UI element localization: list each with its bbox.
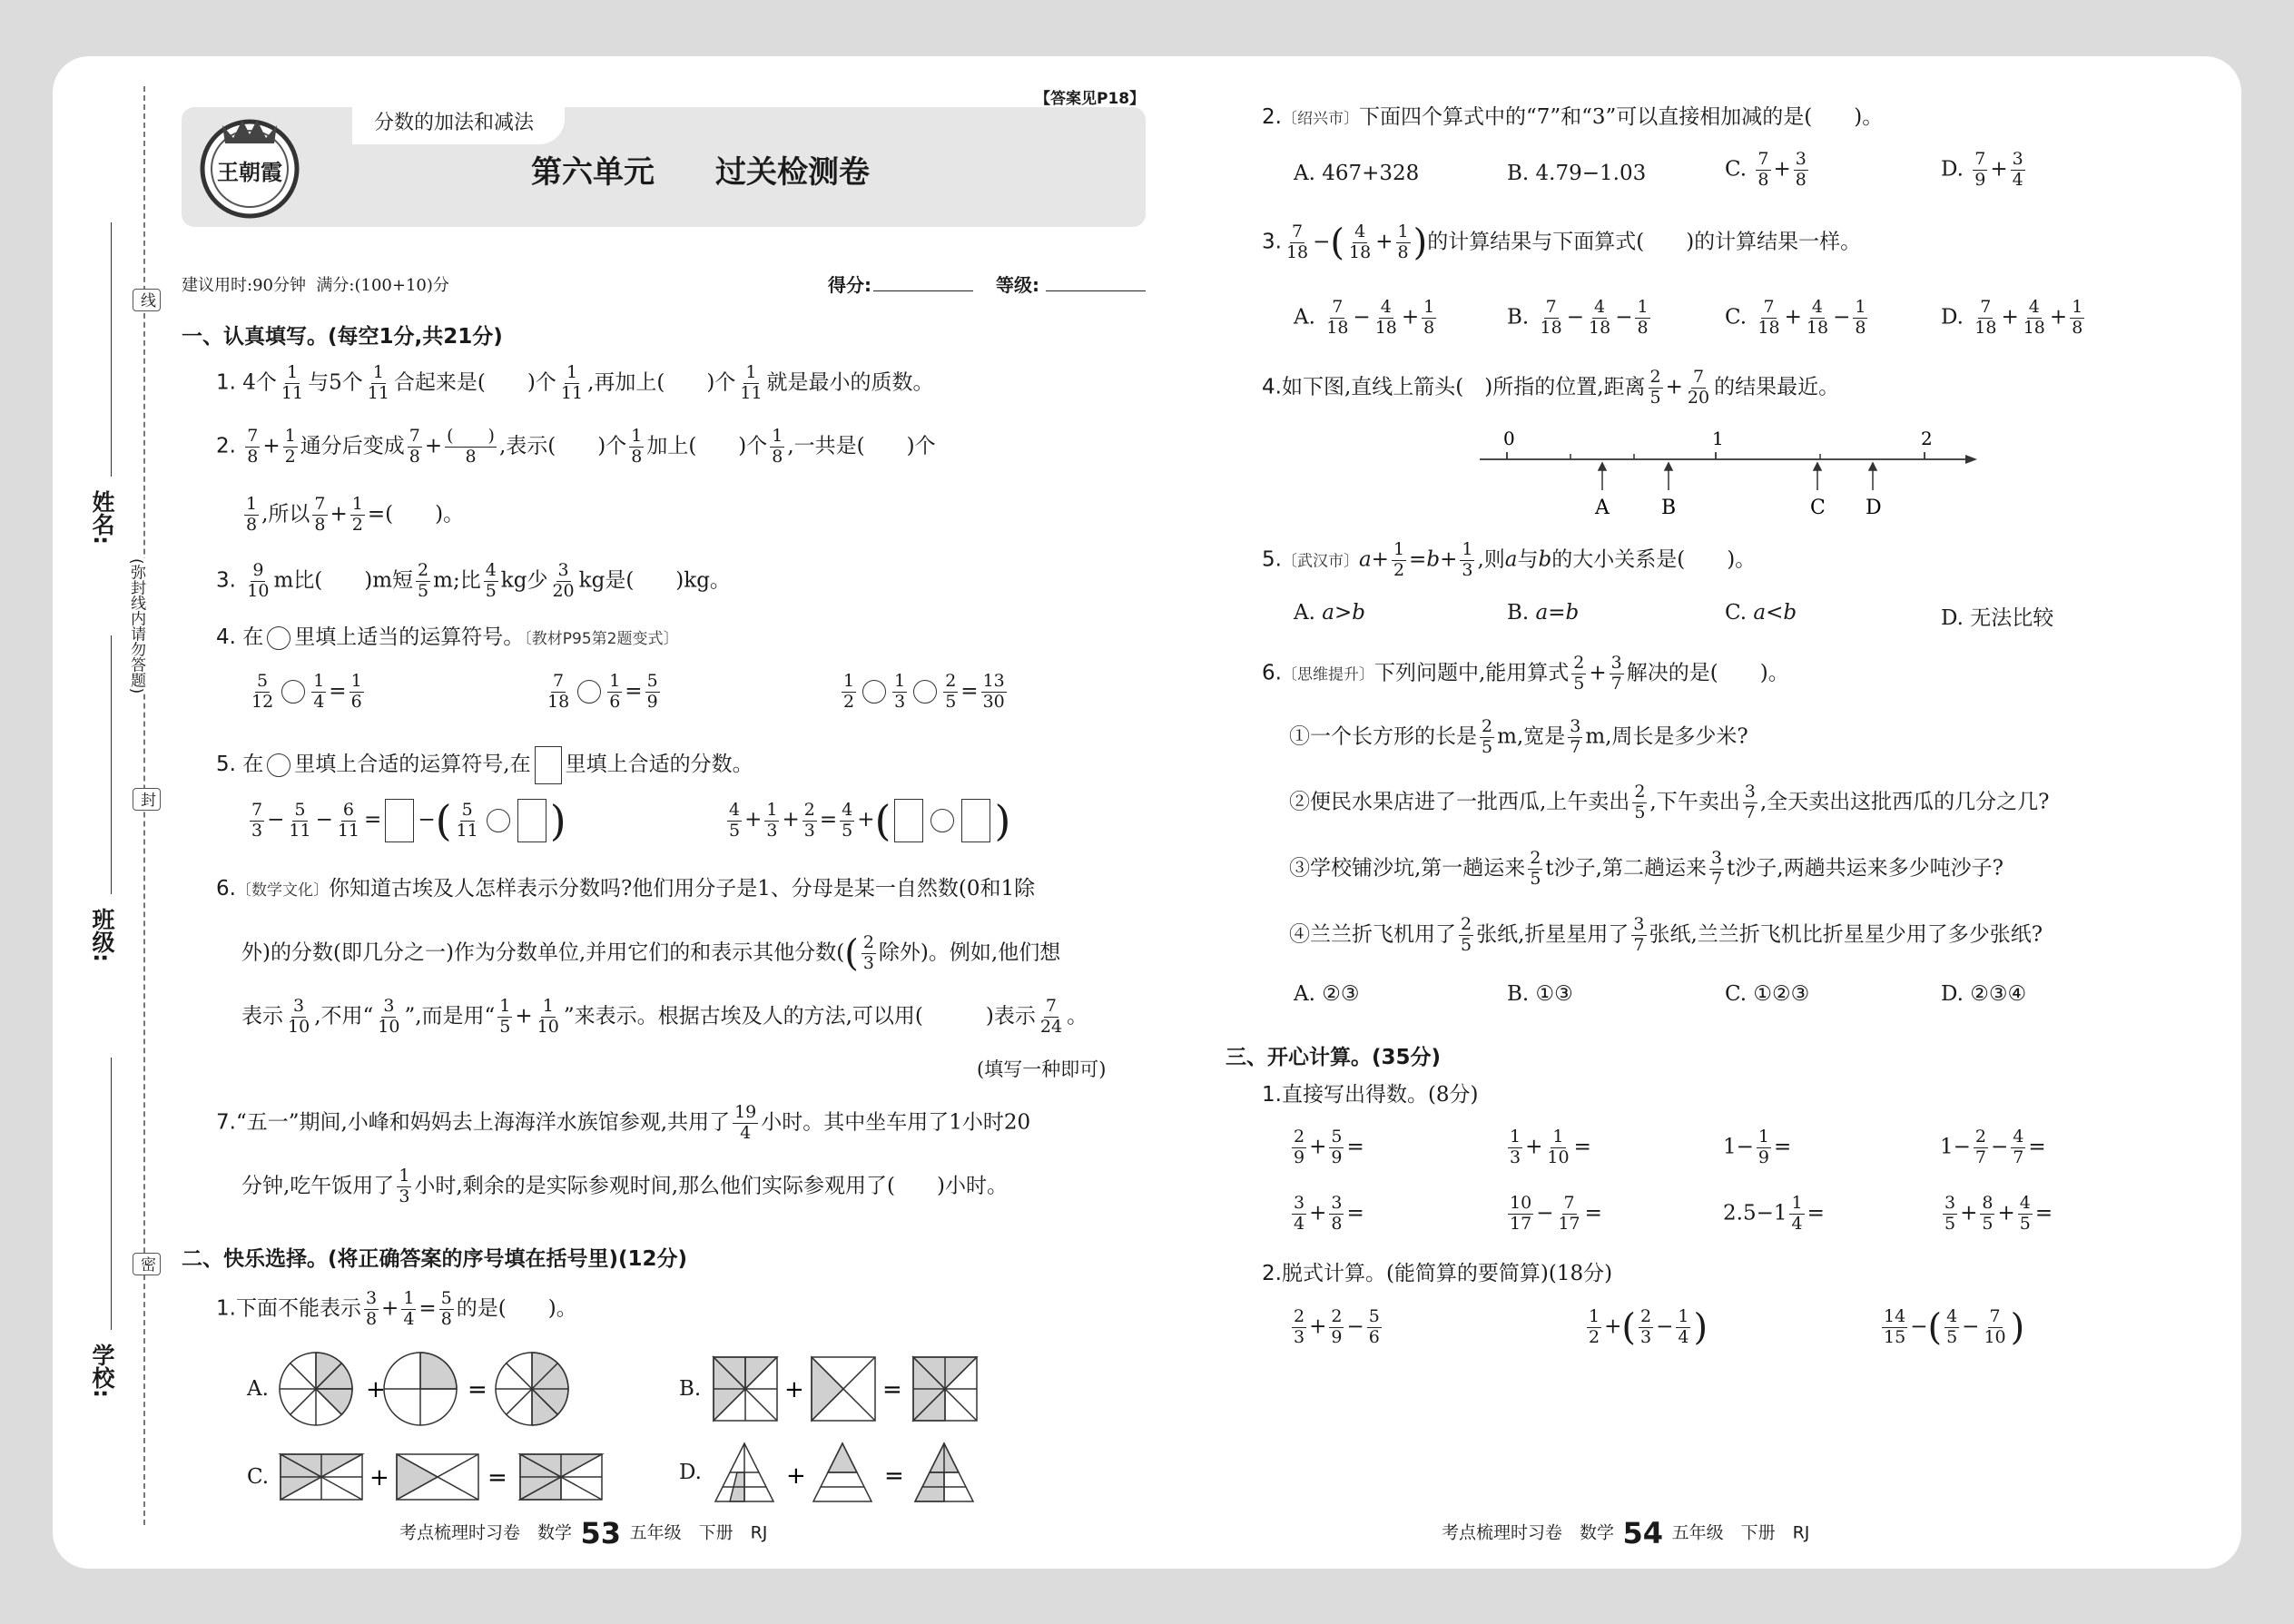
score-field[interactable] [873, 290, 973, 291]
s1-q6-line2: 外)的分数(即几分之一)作为分数单位,并用它们的和表示其他分数(( $\frac{2}{3}$ 除外)。例如,他们想 [241, 932, 1061, 975]
s1-q5-expr2: $\frac{4}{5}$ + $\frac{1}{3}$ + $\frac{2}{3}$ = $\frac{4}{5}$ +( ) [729, 796, 1011, 845]
svg-text:+: + [369, 1464, 390, 1491]
s3-step-3: $\frac{14}{15}$ −( $\frac{4}{5}$ − $\frac{7}{10}$ ) [1884, 1306, 2025, 1349]
school-field-line[interactable] [111, 1058, 112, 1330]
s2-q6-s2: ②便民水果店进了一批西瓜,上午卖出 $\frac{2}{5}$ ,下午卖出 $\frac{3}{7}$ ,全天卖出这批西瓜的几分之几? [1289, 782, 2050, 822]
s3-calc-5: $\frac{3}{4}$ + $\frac{3}{8}$ = [1294, 1193, 1364, 1234]
s3-calc-3: 1− $\frac{1}{9}$ = [1723, 1127, 1792, 1167]
grade-field[interactable] [1046, 290, 1146, 291]
s1-q3: 3. $\frac{9}{10}$ m比( )m短 $\frac{2}{5}$ m;比 $\frac{4}{5}$ kg少 $\frac{3}{20}$ kg是( )kg。 [216, 560, 731, 601]
s2-q2-opt-a[interactable]: A. 467+328 [1294, 162, 1420, 185]
s2-q1: 1.下面不能表示 $\frac{3}{8}$ + $\frac{1}{4}$ = $\frac{5}{8}$ 的是( )。 [216, 1288, 577, 1329]
logo-text: 王朝霞 [217, 159, 282, 185]
s2-q1-opt-d[interactable]: D. + = [679, 1436, 989, 1509]
margin-seal-label: 封 [133, 788, 161, 811]
s2-q6-opt-d[interactable]: D. ②③④ [1941, 982, 2027, 1006]
class-label: 班级: [89, 908, 115, 962]
s3-calc-2: $\frac{1}{3}$ + $\frac{1}{10}$ = [1510, 1127, 1591, 1167]
svg-text:+: + [783, 1376, 804, 1403]
name-label: 姓名: [89, 490, 115, 545]
s1-q5: 5. 在 里填上合适的运算符号,在 里填上合适的分数。 [216, 746, 753, 784]
s2-q1-opt-c[interactable]: C. + = [247, 1445, 620, 1509]
rect-figures [275, 1445, 620, 1509]
svg-text:+: + [786, 1462, 807, 1490]
s2-q4: 4.如下图,直线上箭头( )所指的位置,距离 $\frac{2}{5}$ + $\frac{7}{20}$ 的结果最近。 [1262, 367, 1840, 408]
s2-q2-opt-d[interactable]: D. $\frac{7}{9}$ + $\frac{3}{4}$ [1941, 149, 2023, 190]
s2-q2-opt-b[interactable]: B. 4.79−1.03 [1507, 162, 1647, 185]
logo [192, 107, 307, 221]
tick-2: 2 [1921, 428, 1933, 449]
arrow-a: A [1595, 497, 1610, 519]
s3-calc-8: $\frac{3}{5}$ + $\frac{8}{5}$ + $\frac{4}{5}$ = [1944, 1193, 2053, 1234]
s2-q3-opt-a[interactable]: A. $\frac{7}{18}$ − $\frac{4}{18}$ + $\frac{1}{8}$ [1294, 297, 1435, 338]
section2-title: 二、快乐选择。(将正确答案的序号填在括号里)(12分) [182, 1247, 688, 1271]
s1-q1: 1. 4个 $\frac{1}{11}$ 与5个 $\frac{1}{11}$ 合起来是( )个 $\frac{1}{11}$ ,再加上( )个 $\frac{1}{11}$ 就是最小的质数。 [216, 362, 934, 403]
svg-text:=: = [884, 1462, 905, 1490]
svg-text:=: = [881, 1376, 902, 1403]
margin-line-label: 线 [133, 289, 161, 311]
header-banner [182, 107, 1146, 227]
s3-calc-1: $\frac{2}{9}$ + $\frac{5}{9}$ = [1294, 1127, 1364, 1167]
s2-q6-opt-b[interactable]: B. ①③ [1507, 982, 1573, 1006]
arrow-b: B [1661, 497, 1677, 519]
s1-q4-expr2: $\frac{7}{18}$ $\frac{1}{6}$ = $\frac{5}{9}$ [547, 671, 658, 712]
s1-q6-line1: 6.〔数学文化〕你知道古埃及人怎样表示分数吗?他们用分子是1、分母是某一自然数(0和1除 [216, 877, 1036, 901]
s1-q7-line2: 分钟,吃午饭用了 $\frac{1}{3}$ 小时,剩余的是实际参观时间,那么他们实际参观用了( )小时。 [241, 1166, 1008, 1206]
section3-title: 三、开心计算。(35分) [1226, 1046, 1442, 1069]
answer-ref: 【答案见P18】 [1035, 90, 1146, 108]
s2-q6: 6.〔思维提升〕下列问题中,能用算式 $\frac{2}{5}$ + $\frac{3}{7}$ 解决的是( )。 [1262, 653, 1789, 694]
s1-q6-line3: 表示 $\frac{3}{10}$ ,不用“ $\frac{3}{10}$ ”,而是用“ $\frac{1}{5}$ + $\frac{1}{10}$ ”来表示。根据古埃及人的方法,可以用( )表示 $\frac{7}{24}$ 。 [241, 996, 1088, 1037]
svg-text:=: = [487, 1464, 508, 1491]
s3-step-1: $\frac{2}{3}$ + $\frac{2}{9}$ − $\frac{5}{6}$ [1294, 1306, 1380, 1347]
s3-calc-6: $\frac{10}{17}$ − $\frac{7}{17}$ = [1510, 1193, 1602, 1234]
svg-text:=: = [468, 1376, 488, 1403]
triangle-figures [708, 1436, 989, 1509]
s3-q2: 2.脱式计算。(能简算的要简算)(18分) [1262, 1262, 1613, 1285]
s2-q6-s1: ①一个长方形的长是 $\frac{2}{5}$ m,宽是 $\frac{3}{7}$ m,周长是多少米? [1289, 716, 1748, 757]
number-line [1480, 427, 1988, 526]
s1-q4-expr1: $\frac{5}{12}$ $\frac{1}{4}$ = $\frac{1}{6}$ [251, 671, 362, 712]
unit-title: 第六单元 [531, 154, 655, 191]
margin-notice: (弥封线内请勿答题) [127, 558, 146, 694]
topic-tab: 分数的加法和减法 [352, 102, 565, 144]
name-field-line[interactable] [111, 222, 112, 477]
s1-q2-line2: $\frac{1}{8}$ ,所以 $\frac{7}{8}$ + $\frac{1}{2}$ =( )。 [246, 494, 465, 535]
s1-q6-note: (填写一种即可) [977, 1058, 1107, 1080]
s3-step-2: $\frac{1}{2}$ +( $\frac{2}{3}$ − $\frac{1}{4}$ ) [1589, 1306, 1708, 1349]
s2-q5: 5.〔武汉市〕a+ $\frac{1}{2}$ =b+ $\frac{1}{3}$ ,则a与b的大小关系是( )。 [1262, 539, 1757, 580]
section1-title: 一、认真填写。(每空1分,共21分) [182, 325, 503, 349]
score-label: 得分: [828, 274, 871, 296]
grade-label: 等级: [996, 274, 1039, 296]
s2-q2-opt-c[interactable]: C. $\frac{7}{8}$ + $\frac{3}{8}$ [1725, 149, 1807, 190]
footer-right: 考点梳理时习卷 数学 54 五年级 下册 RJ [1442, 1516, 1810, 1550]
s2-q1-opt-a[interactable]: A. + = [247, 1348, 575, 1430]
s2-q5-opt-d[interactable]: D. 无法比较 [1941, 606, 2054, 630]
s2-q6-s3: ③学校铺沙坑,第一趟运来 $\frac{2}{5}$ t沙子,第二趟运来 $\frac{3}{7}$ t沙子,两趟共运来多少吨沙子? [1289, 848, 2004, 889]
margin-seal2-label: 密 [133, 1253, 161, 1275]
s2-q6-s4: ④兰兰折飞机用了 $\frac{2}{5}$ 张纸,折星星用了 $\frac{3}{7}$ 张纸,兰兰折飞机比折星星少用了多少张纸? [1289, 914, 2043, 955]
s2-q3: 3. $\frac{7}{18}$ −( $\frac{4}{18}$ + $\frac{1}{8}$ )的计算结果与下面算式( )的计算结果一样。 [1262, 221, 1862, 264]
s3-q1: 1.直接写出得数。(8分) [1262, 1083, 1479, 1107]
s2-q3-opt-c[interactable]: C. $\frac{7}{18}$ + $\frac{4}{18}$ − $\frac{1}{8}$ [1725, 297, 1866, 338]
time-info: 建议用时:90分钟 满分:(100+10)分 [182, 276, 449, 295]
s2-q6-opt-c[interactable]: C. ①②③ [1725, 982, 1810, 1006]
s2-q2: 2.〔绍兴市〕下面四个算式中的“7”和“3”可以直接相加减的是( )。 [1262, 105, 1884, 129]
footer-left: 考点梳理时习卷 数学 53 五年级 下册 RJ [399, 1516, 768, 1550]
arrow-c: C [1810, 497, 1826, 519]
s1-q7-line1: 7.“五一”期间,小峰和妈妈去上海海洋水族馆参观,共用了 $\frac{19}{4}$ 小时。其中坐车用了1小时20 [216, 1102, 1031, 1143]
square-figures [708, 1348, 989, 1430]
s3-calc-7: 2.5−1 $\frac{1}{4}$ = [1723, 1193, 1825, 1234]
school-label: 学校: [89, 1343, 115, 1398]
tick-0: 0 [1503, 428, 1515, 449]
s2-q6-opt-a[interactable]: A. ②③ [1294, 982, 1360, 1006]
s3-calc-4: 1− $\frac{2}{7}$ − $\frac{4}{7}$ = [1940, 1127, 2046, 1167]
svg-text:+: + [366, 1376, 387, 1403]
s2-q5-opt-b[interactable]: B. a=b [1507, 601, 1580, 625]
s2-q1-opt-b[interactable]: B. + = [679, 1348, 989, 1430]
s2-q5-opt-a[interactable]: A. a>b [1294, 601, 1365, 625]
s1-q4-expr3: $\frac{1}{2}$ $\frac{1}{3}$ $\frac{2}{5}$ = $\frac{13}{30}$ [843, 671, 1005, 712]
s1-q2-line1: 2. $\frac{7}{8}$ + $\frac{1}{2}$ 通分后变成 $\frac{7}{8}$ + ( ) 8 ,表示( )个 $\frac{1}{8}$ 加上( )个 $\frac{1}{8}$ ,一共是( )个 [216, 426, 936, 467]
s2-q5-opt-c[interactable]: C. a<b [1725, 601, 1797, 625]
arrow-d: D [1866, 497, 1882, 519]
class-field-line[interactable] [111, 635, 112, 894]
s2-q3-opt-b[interactable]: B. $\frac{7}{18}$ − $\frac{4}{18}$ − $\frac{1}{8}$ [1507, 297, 1649, 338]
s1-q5-expr1: $\frac{7}{3}$ − $\frac{5}{11}$ − $\frac{6}{11}$ = −( $\frac{5}{11}$ ) [251, 796, 566, 845]
tick-1: 1 [1712, 428, 1724, 449]
test-title: 过关检测卷 [715, 154, 870, 191]
s2-q3-opt-d[interactable]: D. $\frac{7}{18}$ + $\frac{4}{18}$ + $\frac{1}{8}$ [1941, 297, 2083, 338]
s1-q4: 4. 在 里填上适当的运算符号。〔教材P95第2题变式〕 [216, 625, 679, 649]
pie-figures [275, 1348, 575, 1430]
